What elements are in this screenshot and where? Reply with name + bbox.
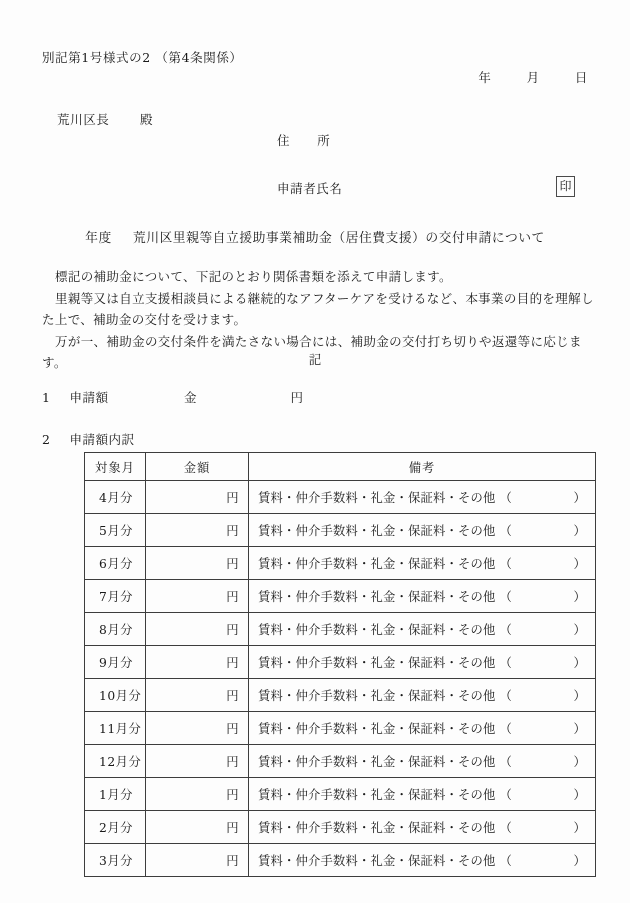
item-1-currency-prefix: 金 <box>183 390 197 405</box>
body-paragraph-2: 里親等又は自立支援相談員による継続的なアフターケアを受けるなど、本事業の目的を理解した上で、補助金の交付を受けます。 <box>42 290 594 327</box>
cell-note-input[interactable] <box>249 679 596 712</box>
item-1-number: 1 <box>42 390 51 405</box>
item-1-currency-suffix: 円 <box>290 390 304 405</box>
cell-amount-input[interactable]: 円 <box>146 514 249 547</box>
cell-note-input[interactable] <box>249 547 596 580</box>
cell-note-input[interactable] <box>249 745 596 778</box>
cell-amount-input[interactable]: 円 <box>146 547 249 580</box>
table-body <box>85 481 596 877</box>
ki-mark: 記 <box>308 352 322 367</box>
note-text: 賃料・仲介手数料・礼金・保証料・その他 （ <box>258 722 513 736</box>
table-row <box>85 679 596 712</box>
cell-month: 11月分 <box>85 712 146 745</box>
cell-note-input[interactable] <box>249 778 596 811</box>
note-close-paren: ） <box>573 524 586 538</box>
cell-note-input[interactable] <box>249 646 596 679</box>
note-close-paren: ） <box>573 755 586 769</box>
table-row <box>85 712 596 745</box>
note-text: 賃料・仲介手数料・礼金・保証料・その他 （ <box>258 755 513 769</box>
note-text: 賃料・仲介手数料・礼金・保証料・その他 （ <box>258 590 513 604</box>
cell-month: 2月分 <box>85 811 146 844</box>
note-close-paren: ） <box>573 689 586 703</box>
table-row <box>85 745 596 778</box>
note-close-paren: ） <box>573 623 586 637</box>
note-close-paren: ） <box>573 656 586 670</box>
cell-month: 4月分 <box>85 481 146 514</box>
cell-note-input[interactable] <box>249 580 596 613</box>
body-paragraph-1: 標記の補助金について、下記のとおり関係書類を添えて申請します。 <box>55 269 452 284</box>
applicant-name-row <box>0 179 630 201</box>
note-text: 賃料・仲介手数料・礼金・保証料・その他 （ <box>258 854 513 868</box>
note-close-paren: ） <box>573 722 586 736</box>
table-row <box>85 580 596 613</box>
cell-amount-input[interactable]: 円 <box>146 646 249 679</box>
column-header-note: 備考 <box>249 453 596 481</box>
cell-amount-input[interactable]: 円 <box>146 778 249 811</box>
note-close-paren: ） <box>573 491 586 505</box>
body-paragraph-3: 万が一、補助金の交付条件を満たさない場合には、補助金の交付打ち切りや返還等に応じます。 <box>42 333 582 370</box>
addressee-honorific: 殿 <box>139 112 154 127</box>
note-close-paren: ） <box>573 788 586 802</box>
page-title <box>0 227 630 246</box>
address-label <box>277 131 330 149</box>
cell-month: 12月分 <box>85 745 146 778</box>
cell-month: 5月分 <box>85 514 146 547</box>
cell-month: 6月分 <box>85 547 146 580</box>
note-close-paren: ） <box>573 557 586 571</box>
note-text: 賃料・仲介手数料・礼金・保証料・その他 （ <box>258 524 513 538</box>
note-text: 賃料・仲介手数料・礼金・保証料・その他 （ <box>258 788 513 802</box>
date-year-label: 年 <box>478 70 492 85</box>
applicant-name-label: 申請者氏名 <box>277 181 343 196</box>
table-row <box>85 514 596 547</box>
date-day-label: 日 <box>574 70 588 85</box>
note-close-paren: ） <box>573 590 586 604</box>
note-text: 賃料・仲介手数料・礼金・保証料・その他 （ <box>258 623 513 637</box>
note-text: 賃料・仲介手数料・礼金・保証料・その他 （ <box>258 557 513 571</box>
item-1-application-amount <box>42 388 303 406</box>
cell-amount-input[interactable]: 円 <box>146 712 249 745</box>
table-row <box>85 844 596 877</box>
cell-month: 10月分 <box>85 679 146 712</box>
item-2-label: 申請額内訳 <box>69 432 135 447</box>
cell-note-input[interactable] <box>249 712 596 745</box>
cell-month: 3月分 <box>85 844 146 877</box>
seal-stamp-box: 印 <box>556 176 575 197</box>
form-code: 別記第1号様式の2 （第4条関係） <box>42 50 243 65</box>
note-text: 賃料・仲介手数料・礼金・保証料・その他 （ <box>258 689 513 703</box>
note-text: 賃料・仲介手数料・礼金・保証料・その他 （ <box>258 491 513 505</box>
cell-note-input[interactable] <box>249 811 596 844</box>
table-row <box>85 646 596 679</box>
column-header-month: 対象月 <box>85 453 146 481</box>
cell-month: 9月分 <box>85 646 146 679</box>
cell-note-input[interactable] <box>249 613 596 646</box>
address-label-part1: 住 <box>277 133 291 148</box>
date-line <box>0 68 588 86</box>
cell-amount-input[interactable]: 円 <box>146 481 249 514</box>
breakdown-table <box>84 452 596 877</box>
note-text: 賃料・仲介手数料・礼金・保証料・その他 （ <box>258 656 513 670</box>
cell-amount-input[interactable]: 円 <box>146 679 249 712</box>
addressee-name: 荒川区長 <box>57 112 110 127</box>
table-row <box>85 481 596 514</box>
page-title-main: 荒川区里親等自立援助事業補助金（居住費支援）の交付申請について <box>132 231 545 246</box>
item-2-breakdown <box>42 430 135 448</box>
item-2-number: 2 <box>42 432 51 447</box>
cell-amount-input[interactable]: 円 <box>146 580 249 613</box>
item-1-label: 申請額 <box>69 390 109 405</box>
note-close-paren: ） <box>573 821 586 835</box>
cell-note-input[interactable] <box>249 481 596 514</box>
cell-amount-input[interactable]: 円 <box>146 613 249 646</box>
note-text: 賃料・仲介手数料・礼金・保証料・その他 （ <box>258 821 513 835</box>
note-close-paren: ） <box>573 854 586 868</box>
table-row <box>85 547 596 580</box>
table-header-row <box>85 453 596 481</box>
page-title-fiscal-year: 年度 <box>85 231 112 246</box>
table-row <box>85 778 596 811</box>
table-row <box>85 811 596 844</box>
cell-note-input[interactable] <box>249 844 596 877</box>
cell-month: 7月分 <box>85 580 146 613</box>
cell-amount-input[interactable]: 円 <box>146 811 249 844</box>
cell-month: 1月分 <box>85 778 146 811</box>
column-header-amount: 金額 <box>146 453 249 481</box>
cell-note-input[interactable] <box>249 514 596 547</box>
table-row <box>85 613 596 646</box>
cell-month: 8月分 <box>85 613 146 646</box>
cell-amount-input[interactable]: 円 <box>146 745 249 778</box>
addressee-line <box>57 110 153 128</box>
cell-amount-input[interactable]: 円 <box>146 844 249 877</box>
date-month-label: 月 <box>526 70 540 85</box>
address-label-part2: 所 <box>317 133 331 148</box>
